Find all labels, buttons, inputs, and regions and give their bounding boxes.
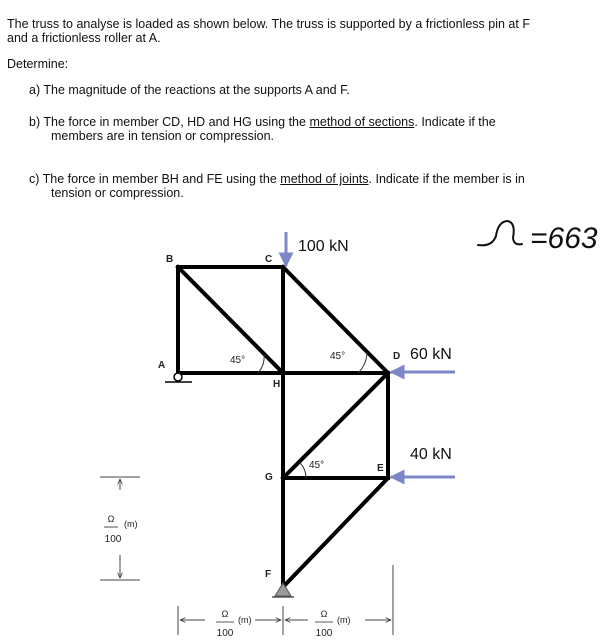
angle-label-h: 45° (230, 355, 246, 366)
handwritten-omega (478, 221, 522, 245)
angle-arc-d (358, 352, 367, 373)
horiz2-dim-numer: Ω (320, 609, 328, 619)
node-label-d: D (393, 351, 401, 362)
vertical-dim-numer: Ω (107, 514, 115, 524)
load-label-e: 40 kN (410, 446, 452, 463)
intro-line-1: The truss to analyse is loaded as shown below. The truss is supported by a frictionless pin at F (7, 17, 530, 31)
angle-arc-g (299, 462, 306, 478)
truss-members (178, 267, 388, 587)
part-b-prefix: b) The force in member CD, HD and HG using the (29, 115, 310, 129)
pin-support-f (272, 583, 294, 597)
node-label-h: H (273, 379, 281, 390)
angle-arc-h (258, 354, 264, 373)
node-label-e: E (377, 463, 384, 474)
horiz1-dim-numer: Ω (221, 609, 229, 619)
part-c-prefix: c) The force in member BH and FE using the (29, 172, 281, 186)
method-of-sections-link[interactable]: method of sections (309, 115, 415, 129)
horiz1-dim-denom: 100 (216, 628, 234, 639)
part-b-line-2: members are in tension or compression. (51, 129, 275, 143)
angle-label-d: 45° (330, 351, 346, 362)
horiz1-dim-unit: (m) (238, 615, 252, 625)
node-label-f: F (265, 569, 272, 580)
horiz2-dim-unit: (m) (337, 615, 351, 625)
angle-label-g: 45° (309, 460, 325, 471)
intro-line-2: and a frictionless roller at A. (7, 31, 161, 45)
node-label-b: B (166, 254, 174, 265)
part-b-suffix: . Indicate if the (414, 115, 496, 129)
horizontal-dimension (178, 565, 393, 639)
part-a: a) The magnitude of the reactions at the supports A and F. (29, 83, 350, 97)
member-fe (283, 478, 388, 587)
vertical-dimension (100, 477, 140, 580)
node-label-a: A (158, 360, 166, 371)
horiz2-dim-denom: 100 (315, 628, 333, 639)
part-c-suffix: . Indicate if the member is in (368, 172, 525, 186)
node-label-g: G (265, 472, 273, 483)
determine-heading: Determine: (7, 57, 69, 71)
member-gd (283, 373, 388, 478)
load-label-c: 100 kN (298, 238, 349, 255)
load-label-d: 60 kN (410, 346, 452, 363)
part-c-line-2: tension or compression. (51, 186, 184, 200)
vertical-dim-denom: 100 (104, 534, 122, 545)
vertical-dim-unit: (m) (124, 519, 138, 529)
handwritten-value: =663 (530, 222, 598, 255)
node-label-c: C (265, 254, 273, 265)
method-of-joints-link[interactable]: method of joints (280, 172, 369, 186)
